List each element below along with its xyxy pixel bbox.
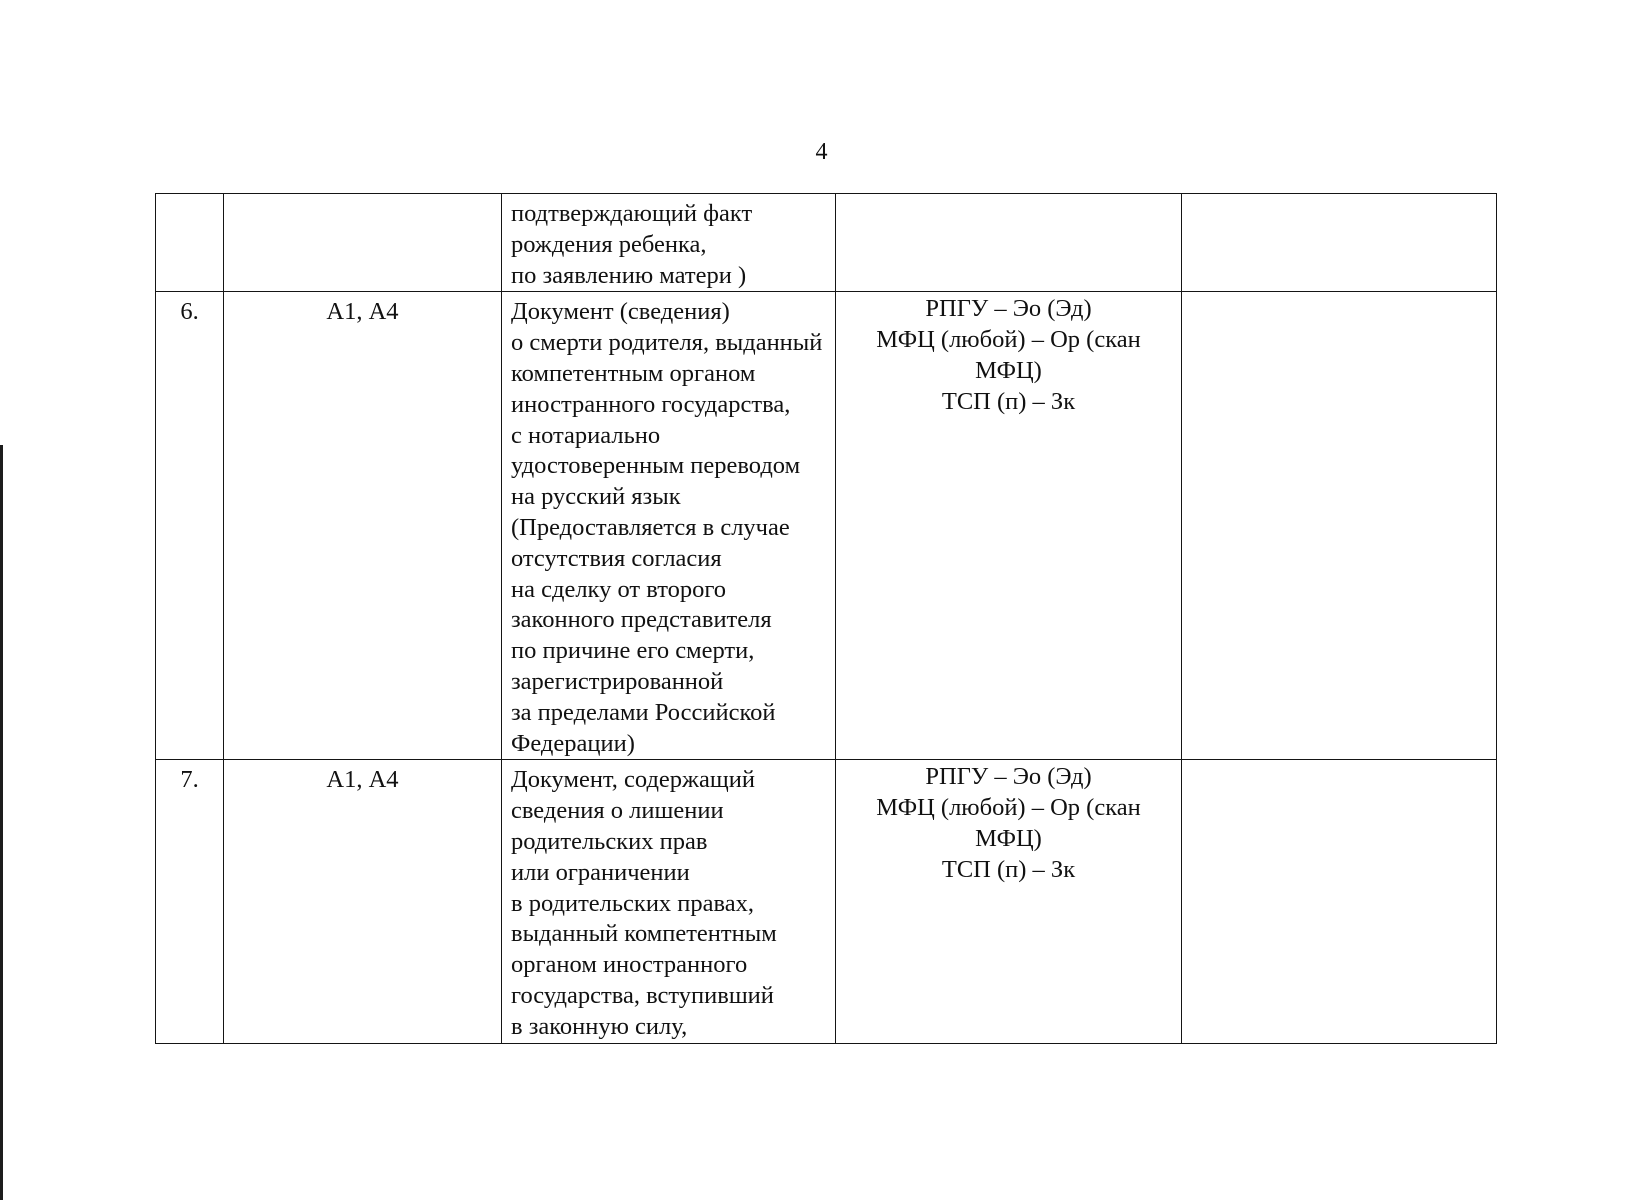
method-line: МФЦ) [975,356,1042,384]
document-line: в родительских правах, [511,889,755,917]
note-cell [1182,760,1497,1043]
document-line: Федерации) [511,729,635,757]
document-description-cell [502,292,836,760]
table-row-6 [156,292,1497,760]
document-line: на сделку от второго [511,575,727,603]
applicant-category-cell [224,194,502,292]
document-line: с нотариально [511,421,661,449]
method-line: МФЦ (любой) – Ор (скан [876,794,1141,822]
document-line: в законную силу, [511,1012,688,1040]
submission-method-cell [836,760,1182,1043]
table-row-continued [156,194,1497,292]
document-line: за пределами Российской [511,698,776,726]
note-cell [1182,194,1497,292]
document-line: Документ, содержащий [511,766,755,794]
document-line: по заявлению матери ) [511,261,747,289]
document-line: о смерти родителя, выданный [511,329,823,357]
document-line: отсутствия согласия [511,544,722,572]
method-line: ТСП (п) – Зк [941,387,1076,415]
row-number-cell [156,194,224,292]
applicant-category-cell: А1, А4 [224,292,502,760]
document-description-cell [502,194,836,292]
method-line: РПГУ – Эо (Эд) [925,295,1092,323]
document-line: органом иностранного [511,951,748,979]
document-line: законного представителя [511,606,772,634]
note-cell [1182,292,1497,760]
row-number-cell: 6. [156,292,224,760]
document-line: удостоверенным переводом [511,452,801,480]
row-number-cell: 7. [156,760,224,1043]
method-line: ТСП (п) – Зк [941,855,1076,883]
table-row-7 [156,760,1497,1043]
page-number: 4 [815,139,828,165]
document-line: иностранного государства, [511,390,791,418]
method-line: МФЦ (любой) – Ор (скан [876,326,1141,354]
document-line: по причине его смерти, [511,637,755,665]
document-line: государства, вступивший [511,981,774,1009]
document-table [155,193,1497,1044]
document-description-cell [502,760,836,1043]
submission-method-cell [836,292,1182,760]
document-line: (Предоставляется в случае [511,513,790,541]
document-line: зарегистрированной [511,667,724,695]
submission-method-cell [836,194,1182,292]
document-line: компетентным органом [511,359,756,387]
document-line: рождения ребенка, [511,230,707,258]
document-line: подтверждающий факт [511,200,753,227]
applicant-category-cell: А1, А4 [224,760,502,1043]
method-line: МФЦ) [975,824,1042,852]
document-line: или ограничении [511,858,690,886]
document-line: родительских прав [511,827,708,855]
scan-edge-mark [0,445,3,1200]
method-line: РПГУ – Эо (Эд) [925,763,1092,791]
document-line: выданный компетентным [511,920,777,948]
document-line: сведения о лишении [511,797,724,825]
document-line: на русский язык [511,483,681,511]
document-line: Документ (сведения) [511,298,730,326]
